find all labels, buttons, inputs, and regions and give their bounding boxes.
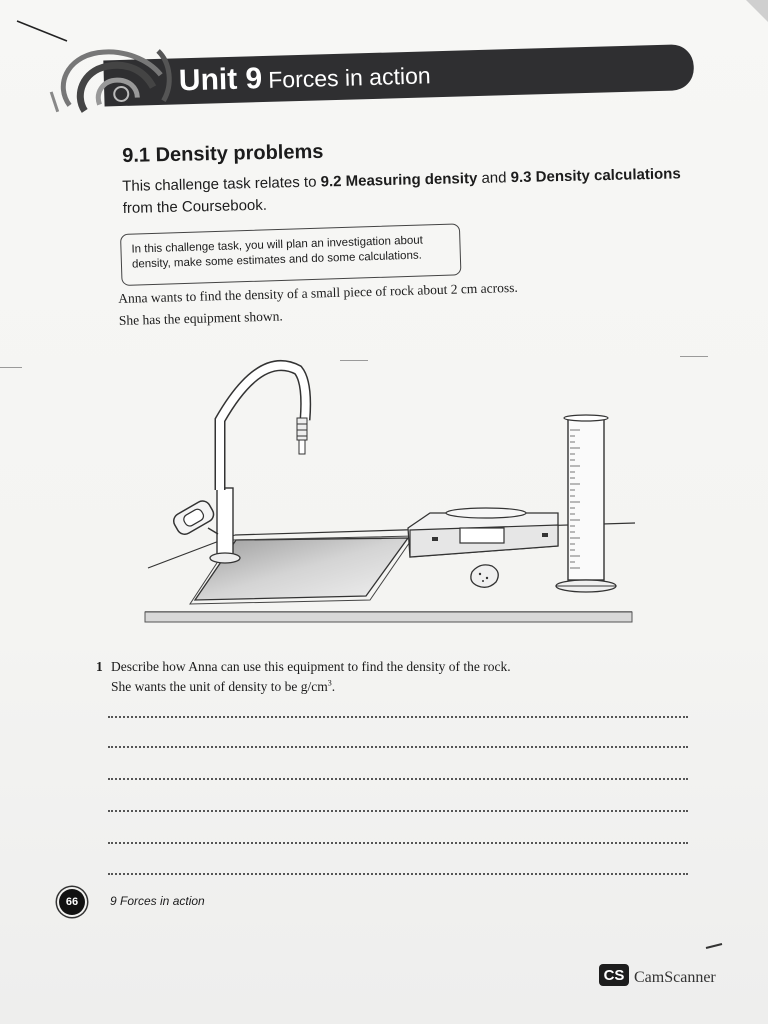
camscanner-watermark: CamScanner — [634, 969, 716, 986]
balance-icon — [408, 508, 558, 557]
intro-ref-calculations: 9.3 Density calculations — [510, 165, 681, 187]
page-number-badge: 66 — [59, 889, 85, 915]
question-line-2 — [111, 676, 335, 698]
corner-shadow-icon — [738, 0, 768, 30]
equipment-illustration — [140, 350, 640, 635]
question-unit-text: She wants the unit of density to be g/cm — [111, 679, 328, 694]
challenge-callout: In this challenge task, you will plan an investigation about density, make some estimates and do some calculations. — [120, 223, 461, 286]
question-unit-sup: 3 — [327, 678, 332, 688]
intro-and: and — [477, 169, 511, 187]
section-title: 9.1 Density problems — [122, 140, 324, 167]
scenario-line-2: She has the equipment shown. — [118, 308, 283, 328]
camscanner-logo-icon: CS — [599, 964, 629, 986]
scan-mark-icon — [12, 16, 72, 46]
rock-icon — [471, 565, 498, 587]
unit-banner — [48, 32, 695, 120]
answer-line[interactable] — [108, 810, 688, 812]
question-line-1: Describe how Anna can use this equipment to find the density of the rock. — [111, 659, 511, 674]
divider-left — [0, 367, 22, 368]
unit-label: Unit 9 — [178, 62, 263, 98]
answer-line[interactable] — [108, 746, 688, 748]
answer-line[interactable] — [108, 778, 688, 780]
intro-suffix: from the Coursebook. — [122, 196, 268, 217]
divider-right — [680, 356, 708, 357]
intro-prefix: This challenge task relates to — [122, 173, 321, 195]
question-number: 1 — [96, 659, 103, 674]
measuring-cylinder-icon — [556, 415, 616, 592]
footer-chapter: 9 Forces in action — [110, 894, 205, 908]
intro-ref-measuring: 9.2 Measuring density — [320, 169, 478, 191]
scan-dash-icon — [704, 940, 724, 950]
unit-subtitle: Forces in action — [267, 62, 431, 93]
unit-title — [178, 57, 431, 98]
intro-text — [122, 163, 703, 220]
scenario-line-1: Anna wants to find the density of a small piece of rock about 2 cm across. — [118, 279, 519, 306]
question-unit-end: . — [331, 679, 336, 694]
swirl-logo-icon — [48, 40, 185, 124]
answer-line[interactable] — [108, 873, 688, 875]
answer-line[interactable] — [108, 716, 688, 718]
answer-line[interactable] — [108, 842, 688, 844]
